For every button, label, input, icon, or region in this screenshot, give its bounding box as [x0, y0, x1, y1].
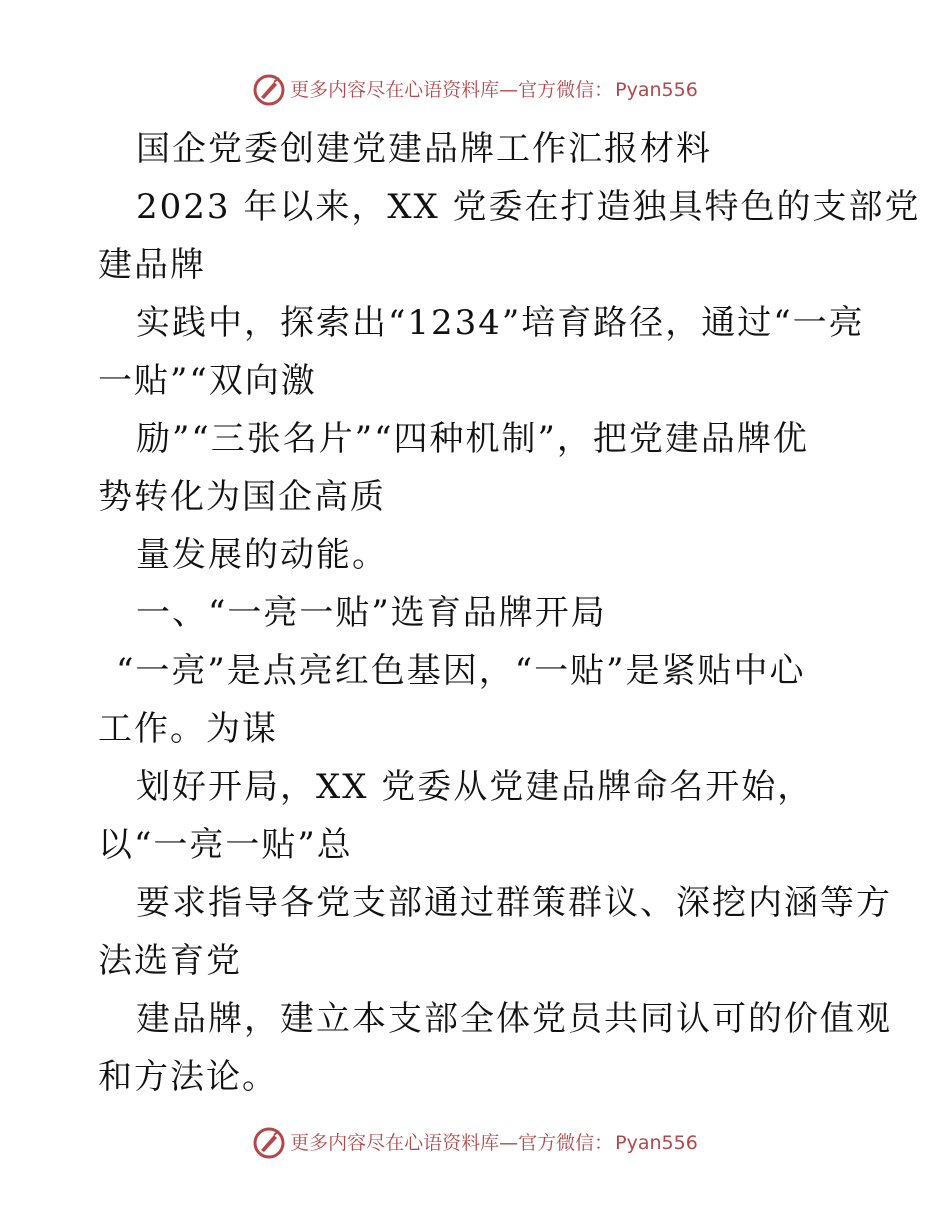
paragraph-line: 一贴”“双向激	[98, 361, 317, 401]
paragraph-line: 建品牌，建立本支部全体党员共同认可的价值观	[136, 999, 892, 1039]
footer-watermark	[0, 1126, 950, 1160]
paragraph-line: 工作。为谋	[98, 709, 278, 749]
paragraph-line: 励”“三张名片”“四种机制”，把党建品牌优	[136, 419, 809, 459]
paragraph-line: 建品牌	[98, 245, 206, 285]
watermark-text: 更多内容尽在心语资料库—官方微信：	[290, 79, 614, 101]
header-watermark	[0, 73, 950, 107]
paragraph-line: 势转化为国企高质	[98, 477, 386, 517]
paragraph-line: 量发展的动能。	[136, 535, 388, 575]
quill-pen-seal-icon	[252, 73, 286, 107]
watermark-text: 更多内容尽在心语资料库—官方微信：	[290, 1132, 614, 1154]
paragraph-line: 法选育党	[98, 941, 242, 981]
paragraph-line: 划好开局，XX 党委从党建品牌命名开始，	[136, 767, 814, 807]
watermark-wechat-id: Pyan556	[615, 79, 698, 101]
section-heading: 一、“一亮一贴”选育品牌开局	[136, 593, 607, 633]
paragraph-line: 和方法论。	[98, 1057, 278, 1097]
paragraph-line: 实践中，探索出“1234”培育路径，通过“一亮	[136, 303, 865, 343]
paragraph-line: “一亮”是点亮红色基因，“一贴”是紧贴中心	[116, 651, 806, 691]
paragraph-line: 要求指导各党支部通过群策群议、深挖内涵等方	[136, 883, 892, 923]
document-title: 国企党委创建党建品牌工作汇报材料	[136, 129, 712, 169]
watermark-wechat-id: Pyan556	[615, 1132, 698, 1154]
paragraph-line: 2023 年以来，XX 党委在打造独具特色的支部党	[136, 187, 921, 227]
paragraph-line: 以“一亮一贴”总	[98, 825, 353, 865]
document-body	[98, 120, 921, 1106]
quill-pen-seal-icon	[252, 1126, 286, 1160]
